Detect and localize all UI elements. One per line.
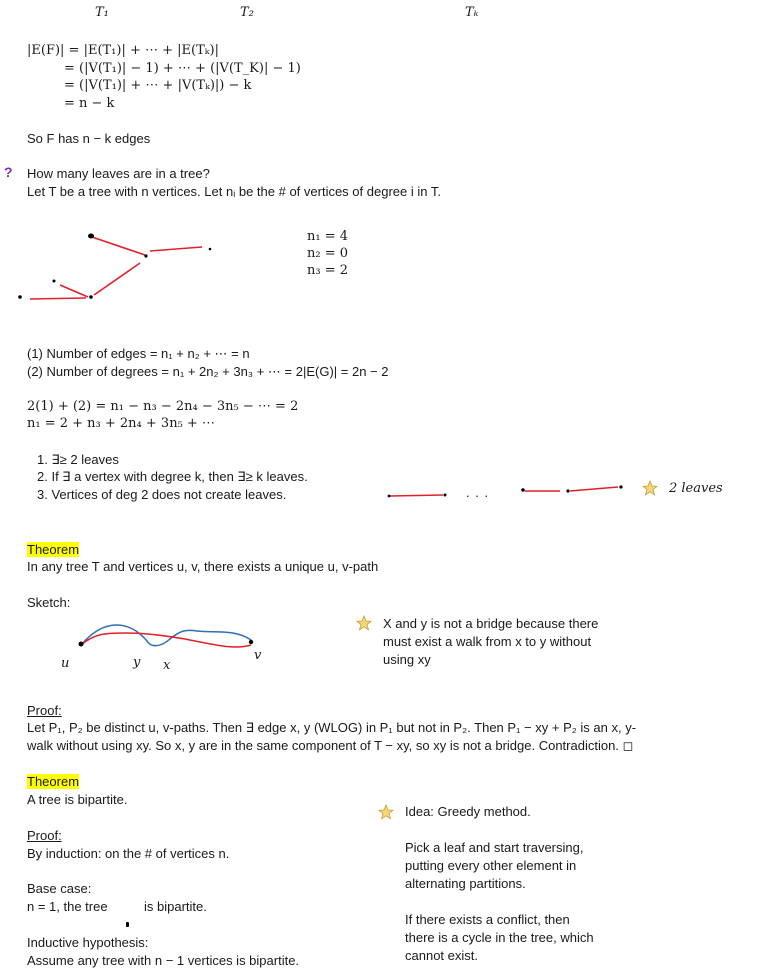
derivation-line-1: |E(F)| = |E(T₁)| + ⋯ + |E(Tₖ)|: [27, 43, 219, 58]
idea-line-9: cannot exist.: [405, 948, 478, 963]
proof2-induction: By induction: on the # of vertices n.: [27, 846, 230, 861]
bridge-note-3: using xy: [383, 652, 431, 667]
derivation-line-4: = n − k: [64, 96, 115, 111]
leaf-fact-1: 1. ∃≥ 2 leaves: [37, 452, 119, 467]
path-drawing: [385, 483, 645, 503]
vertex-u-label: u: [61, 656, 70, 671]
leaf-fact-3: 3. Vertices of deg 2 does not create leaves.: [37, 487, 287, 502]
equation-degrees: (2) Number of degrees = n₁ + 2n₂ + 3n₃ + ⋯ = 2|E(G)| = 2n − 2: [27, 364, 389, 379]
theorem1-label: Theorem: [27, 542, 80, 557]
question-line-1: How many leaves are in a tree?: [27, 166, 210, 181]
star-icon: [642, 480, 658, 496]
bridge-note-1: X and y is not a bridge because there: [383, 616, 599, 631]
proof2-label: Proof:: [27, 828, 62, 843]
t2-label: T₂: [240, 5, 254, 20]
idea-line-1: Idea: Greedy method.: [405, 804, 531, 819]
equation-leaves: n₁ = 2 + n₃ + 2n₄ + 3n₅ + ⋯: [27, 416, 215, 431]
degree-count-1: n₁ = 4: [307, 229, 349, 244]
star-icon: [378, 804, 394, 820]
tk-label: Tₖ: [465, 5, 479, 20]
bridge-note-2: must exist a walk from x to y without: [383, 634, 592, 649]
degree-count-2: n₂ = 0: [307, 246, 349, 261]
proof1-line-2: walk without using xy. So x, y are in the same component of T − xy, so xy is not a bridge. Contradiction. ◻: [27, 738, 634, 753]
derivation-line-3: = (|V(T₁)| + ⋯ + |V(Tₖ)|) − k: [64, 78, 252, 93]
single-vertex-dot: [126, 922, 129, 927]
base-case-text-a: n = 1, the tree: [27, 899, 108, 914]
base-case-text-b: is bipartite.: [144, 899, 207, 914]
derivation-line-2: = (|V(T₁)| − 1) + ⋯ + (|V(T_K)| − 1): [64, 61, 301, 76]
vertex-x-label: x: [163, 658, 171, 673]
equation-combined: 2(1) + (2) = n₁ − n₃ − 2n₄ − 3n₅ − ⋯ = 2: [27, 399, 299, 414]
degree-count-3: n₃ = 2: [307, 263, 349, 278]
unique-path-sketch: [75, 623, 275, 663]
equation-edges: (1) Number of edges = n₁ + n₂ + ⋯ = n: [27, 346, 250, 361]
example-tree-drawing: [10, 225, 240, 315]
idea-line-3: Pick a leaf and start traversing,: [405, 840, 584, 855]
leaf-fact-2: 2. If ∃ a vertex with degree k, then ∃≥ k leaves.: [37, 469, 308, 484]
proof1-line-1: Let P₁, P₂ be distinct u, v-paths. Then ∃ edge x, y (WLOG) in P₁ but not in P₂. Then P₁ − xy + P₂ is an x, y-: [27, 720, 637, 735]
question-icon: ?: [4, 164, 13, 180]
vertex-y-label: y: [133, 655, 141, 670]
question-line-2: Let T be a tree with n vertices. Let nᵢ be the # of vertices of degree i in T.: [27, 184, 441, 199]
vertex-v-label: v: [254, 648, 262, 663]
idea-line-4: putting every other element in: [405, 858, 577, 873]
so-f-edges-text: So F has n − k edges: [27, 131, 151, 146]
star-icon: [356, 615, 372, 631]
idea-line-7: If there exists a conflict, then: [405, 912, 570, 927]
inductive-label: Inductive hypothesis:: [27, 935, 149, 950]
path-dots: . . .: [466, 485, 490, 500]
base-case-label: Base case:: [27, 881, 92, 896]
t1-label: T₁: [95, 5, 109, 20]
idea-line-8: there is a cycle in the tree, which: [405, 930, 594, 945]
theorem1-statement: In any tree T and vertices u, v, there exists a unique u, v-path: [27, 559, 379, 574]
idea-line-5: alternating partitions.: [405, 876, 526, 891]
theorem2-label: Theorem: [27, 774, 80, 789]
sketch-label: Sketch:: [27, 595, 71, 610]
inductive-line: Assume any tree with n − 1 vertices is bipartite.: [27, 953, 300, 968]
proof1-label: Proof:: [27, 703, 62, 718]
two-leaves-note: 2 leaves: [669, 481, 723, 496]
theorem2-statement: A tree is bipartite.: [27, 792, 128, 807]
